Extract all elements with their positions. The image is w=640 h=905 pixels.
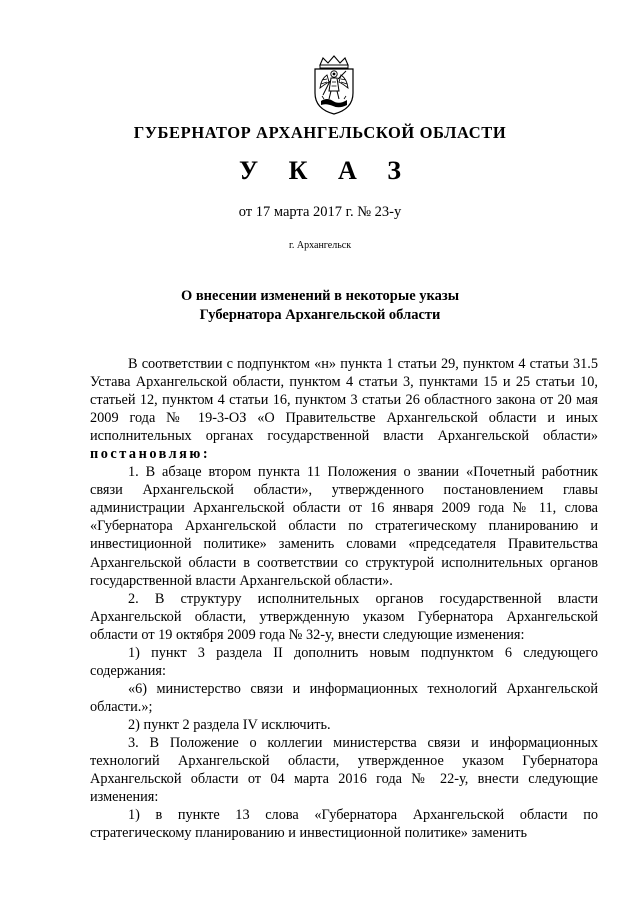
decree-keyword: постановляю: bbox=[90, 446, 211, 463]
organization-title: ГУБЕРНАТОР АРХАНГЕЛЬСКОЙ ОБЛАСТИ bbox=[133, 123, 507, 142]
document-body bbox=[90, 355, 598, 842]
clause-2-paragraph: 2. В структуру исполнительных органов государственной власти Архангельской области, утвержденную указом Губернатора Архангельской области от 19 октября 2009 года № 32-у, внести следующие изменения: bbox=[90, 590, 598, 643]
preamble-text: В соответствии с подпунктом «н» пункта 1 статьи 29, пунктом 4 статьи 31.5 Устава Архангельской области, пунктом 4 статьи 3, пунктами 15 и 25 статьи 10, статьей 12, пунктом 4 статьи 16, пунктом 3 статьи 26 областного закона от 20 мая 2009 года № 19-3-ОЗ «О Правительстве Архангельской области и иных исполнительных органах государственной власти Архангельской области» bbox=[90, 356, 598, 445]
clause-3-subitem-1: 1) в пункте 13 слова «Губернатора Архангельской области по стратегическому планированию и инвестиционной политике» заменить bbox=[90, 807, 598, 842]
clause-3-paragraph: 3. В Положение о коллегии министерства связи и информационных технологий Архангельской области, утвержденное указом Губернатора Архангельской области от 04 марта 2016 года № 22-у, внести следующие изменения: bbox=[90, 734, 598, 806]
clause-2-subitem-1: 1) пункт 3 раздела II дополнить новым подпунктом 6 следующего содержания: bbox=[90, 644, 598, 679]
preamble-paragraph bbox=[90, 355, 598, 463]
clause-2-subitem-1-text: «6) министерство связи и информационных технологий Архангельской области.»; bbox=[90, 680, 598, 715]
subject-line-1: О внесении изменений в некоторые указы bbox=[180, 288, 460, 304]
document-city: г. Архангельск bbox=[288, 240, 352, 251]
clause-2-subitem-2: 2) пункт 2 раздела IV исключить. bbox=[128, 716, 331, 733]
arkhangelsk-coat-of-arms-icon bbox=[311, 55, 357, 115]
subject-line-2: Губернатора Архангельской области bbox=[199, 307, 441, 323]
clause-1-paragraph: 1. В абзаце втором пункта 11 Положения о звании «Почетный работник связи Архангельской области», утвержденного постановлением главы администрации Архангельской области от 16 января 2009 года № 11, слова «Губернатора Архангельской области по стратегическому планированию и инвестиционной политике» заменить словами «председателя Правительства Архангельской области в соответствии со структурой исполнительных органов государственной власти Архангельской области». bbox=[90, 464, 598, 589]
document-type-title: У К А З bbox=[239, 156, 413, 185]
document-date-number: от 17 марта 2017 г. № 23-у bbox=[238, 204, 402, 220]
document-subject bbox=[0, 287, 640, 325]
